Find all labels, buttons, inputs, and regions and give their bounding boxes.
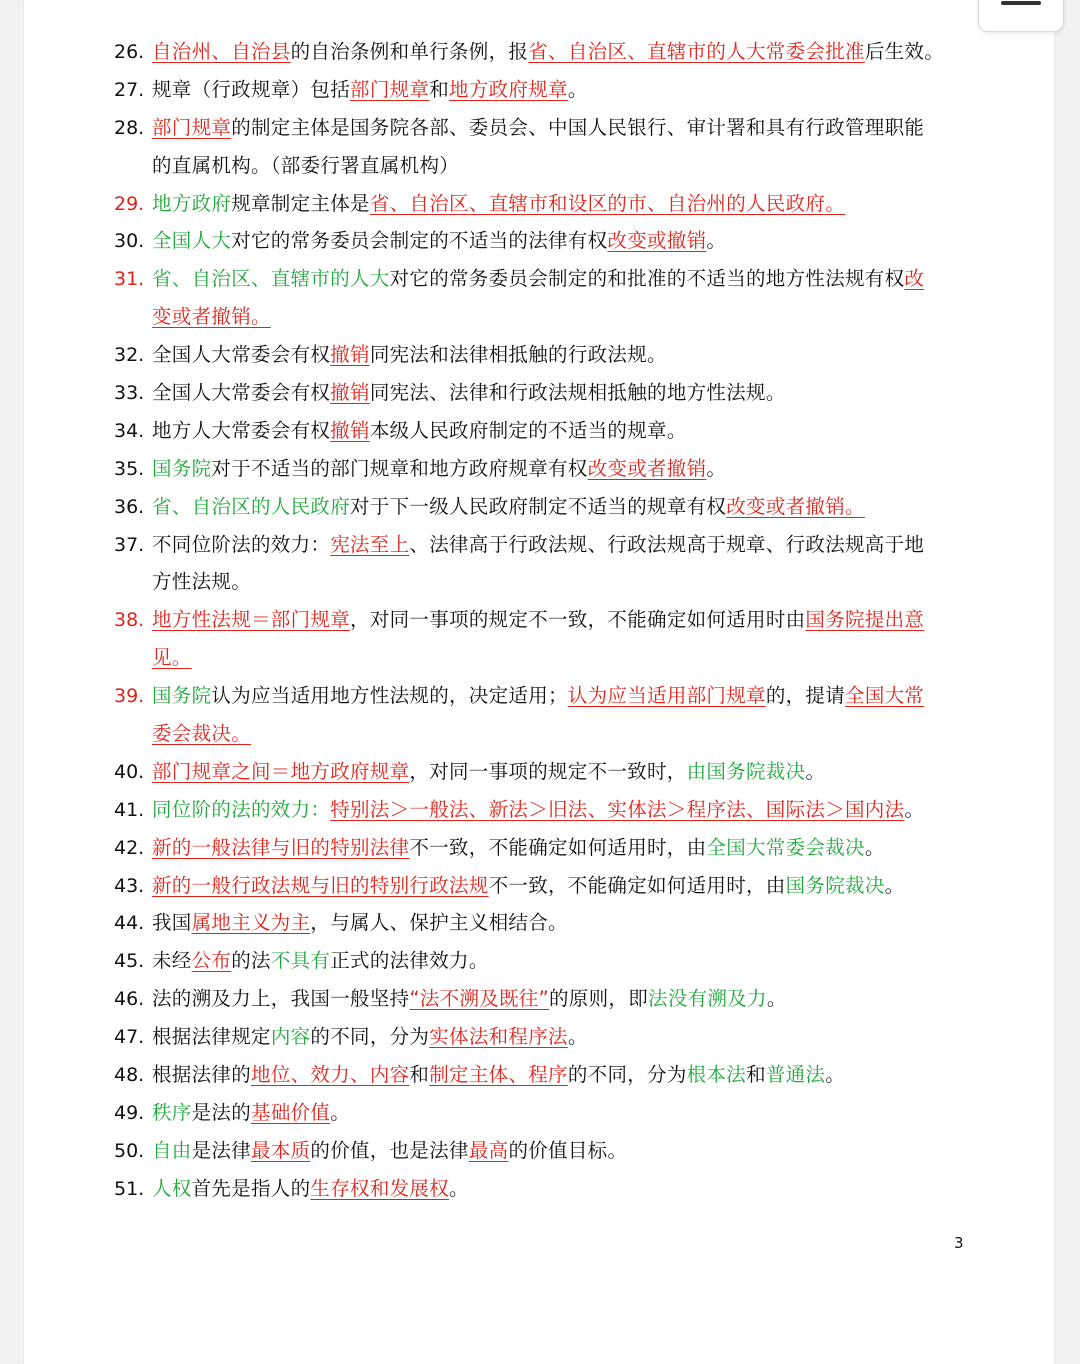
text-segment: ，与属人、保护主义相结合。 xyxy=(310,911,568,935)
highlight-red: 国务院提出意 xyxy=(805,608,925,632)
list-item-line xyxy=(24,71,1054,109)
highlight-green: 国务院 xyxy=(152,684,212,708)
handle-bar-icon xyxy=(1001,1,1041,5)
list-item-line xyxy=(24,298,1054,336)
item-text xyxy=(152,526,924,564)
text-segment: 对于下一级人民政府制定不适当的规章有权 xyxy=(350,494,727,518)
highlight-red: 新的一般法律与旧的特别法律 xyxy=(152,835,410,859)
item-number: 41. xyxy=(114,798,145,821)
item-text xyxy=(152,374,786,412)
item-text xyxy=(152,791,924,829)
list-item-line xyxy=(24,980,1054,1018)
highlight-red: 实体法和程序法 xyxy=(429,1025,568,1049)
highlight-green: 全国大常委会裁决 xyxy=(706,835,865,859)
item-text xyxy=(152,829,885,867)
text-segment: 地方人大常委会有权 xyxy=(152,418,331,442)
highlight-red: 制定主体、程序 xyxy=(429,1063,568,1087)
highlight-green: 不具有 xyxy=(270,949,331,973)
text-segment: 。 xyxy=(766,987,787,1011)
highlight-green: 内容 xyxy=(270,1025,311,1049)
text-segment: 的价值，也是法律 xyxy=(310,1138,469,1162)
text-segment: 和 xyxy=(746,1063,766,1087)
list-item xyxy=(24,222,1054,260)
highlight-red: 撤销 xyxy=(330,343,370,367)
list-item xyxy=(24,829,1054,867)
highlight-green: 全国人大 xyxy=(152,229,232,253)
list-item-line xyxy=(24,147,1054,185)
list-item xyxy=(24,1094,1054,1132)
highlight-red: 生存权和发展权 xyxy=(310,1176,450,1200)
text-segment: 本级人民政府制定的不适当的规章。 xyxy=(369,418,687,442)
numbered-list xyxy=(24,33,1054,1208)
text-segment: 首先是指人的 xyxy=(191,1176,311,1200)
text-segment: 和 xyxy=(409,1063,430,1087)
item-number: 30. xyxy=(114,230,145,253)
text-segment: 正式的法律效力。 xyxy=(330,949,489,973)
list-item xyxy=(24,677,1054,753)
highlight-red: 委会裁决。 xyxy=(152,722,252,746)
text-segment: 法的溯及力上，我国一般坚持 xyxy=(152,987,410,1011)
list-item-line xyxy=(24,33,1054,71)
item-number: 50. xyxy=(114,1139,145,1162)
page-number: 3 xyxy=(954,1234,964,1252)
item-text xyxy=(152,980,787,1018)
list-item-line xyxy=(24,488,1054,526)
highlight-green: 地方政府 xyxy=(152,191,232,215)
highlight-red: 改变或者撤销 xyxy=(587,456,707,480)
item-number: 36. xyxy=(114,495,145,518)
item-number: 33. xyxy=(114,382,145,405)
highlight-green: 普通法 xyxy=(765,1063,826,1087)
text-segment: 、法律高于行政法规、行政法规高于规章、行政法规高于地 xyxy=(409,532,925,556)
list-item xyxy=(24,753,1054,791)
highlight-red: 最高 xyxy=(468,1138,509,1162)
list-item-line xyxy=(24,222,1054,260)
text-segment: ，对同一事项的规定不一致，不能确定如何适用时由 xyxy=(350,608,806,632)
text-segment: 的不同，分为 xyxy=(310,1025,430,1049)
text-segment: 。 xyxy=(864,835,885,859)
item-number: 42. xyxy=(114,836,145,859)
item-text xyxy=(152,71,588,109)
text-segment: 不一致，不能确定如何适用时，由 xyxy=(488,873,786,897)
highlight-red: 认为应当适用部门规章 xyxy=(567,684,766,708)
highlight-green: 自由 xyxy=(152,1138,192,1162)
text-segment: 。 xyxy=(567,77,588,101)
list-item xyxy=(24,488,1054,526)
list-item-line xyxy=(24,109,1054,147)
highlight-red: 全国大常 xyxy=(845,684,925,708)
highlight-red: 改变或者撤销。 xyxy=(726,494,865,518)
item-text xyxy=(152,298,271,336)
text-segment: 。 xyxy=(706,229,727,253)
text-segment: 不一致，不能确定如何适用时，由 xyxy=(409,835,707,859)
highlight-red: 属地主义为主 xyxy=(191,911,311,935)
item-text xyxy=(152,33,944,71)
list-item xyxy=(24,1170,1054,1208)
highlight-red: 部门规章 xyxy=(152,115,232,139)
text-segment: 方性法规。 xyxy=(152,570,252,594)
list-item xyxy=(24,450,1054,488)
text-segment: 的法 xyxy=(231,949,271,973)
item-text xyxy=(152,222,726,260)
list-item-line xyxy=(24,260,1054,298)
list-item xyxy=(24,71,1054,109)
highlight-green: 国务院裁决 xyxy=(785,873,885,897)
drag-handle[interactable] xyxy=(978,0,1064,32)
list-item xyxy=(24,867,1054,905)
item-number: 45. xyxy=(114,950,145,973)
highlight-green: 省、自治区、直辖市的人大 xyxy=(152,267,390,291)
list-item-line xyxy=(24,336,1054,374)
highlight-red: 特别法＞一般法、新法＞旧法、实体法＞程序法、国际法＞国内法 xyxy=(330,797,905,821)
text-segment: 同宪法、法律和行政法规相抵触的地方性法规。 xyxy=(369,381,786,405)
list-item-line xyxy=(24,563,1054,601)
list-item-line xyxy=(24,867,1054,905)
highlight-red: 自治州、自治县 xyxy=(152,40,291,63)
list-item-line xyxy=(24,526,1054,564)
text-segment: 的自治条例和单行条例，报 xyxy=(290,40,529,63)
list-item-line xyxy=(24,904,1054,942)
item-number: 48. xyxy=(114,1064,145,1087)
text-segment: 的价值目标。 xyxy=(508,1138,628,1162)
text-segment: 。 xyxy=(330,1100,351,1124)
text-segment: 。 xyxy=(825,1063,846,1087)
text-segment: 全国人大常委会有权 xyxy=(152,343,331,367)
list-item xyxy=(24,1018,1054,1056)
text-segment: 根据法律的 xyxy=(152,1063,252,1087)
highlight-red: 地位、效力、内容 xyxy=(251,1063,410,1087)
text-segment: 的直属机构。（部委行署直属机构） xyxy=(152,153,460,177)
list-item-line xyxy=(24,1018,1054,1056)
text-segment: 规章（行政规章）包括 xyxy=(152,77,351,101)
list-item xyxy=(24,1132,1054,1170)
text-segment: 的制定主体是国务院各部、委员会、中国人民银行、审计署和具有行政管理职能 xyxy=(231,115,925,139)
highlight-green: 由国务院裁决 xyxy=(686,759,806,783)
highlight-green: 法没有溯及力 xyxy=(648,987,767,1011)
item-number: 44. xyxy=(114,912,145,935)
list-item xyxy=(24,942,1054,980)
list-item xyxy=(24,109,1054,185)
highlight-red: 地方性法规＝部门规章 xyxy=(152,608,351,632)
item-number: 47. xyxy=(114,1026,145,1049)
text-segment: 根据法律规定 xyxy=(152,1025,271,1049)
highlight-red: 变或者撤销。 xyxy=(152,305,271,329)
list-item xyxy=(24,526,1054,602)
item-text xyxy=(152,639,192,677)
item-text xyxy=(152,1056,845,1094)
highlight-red: “法不溯及既往” xyxy=(409,987,550,1011)
item-text xyxy=(152,1018,588,1056)
highlight-red: 撤销 xyxy=(330,381,370,405)
item-number: 40. xyxy=(114,760,145,783)
list-item-line xyxy=(24,753,1054,791)
list-item-line xyxy=(24,412,1054,450)
highlight-red: 撤销 xyxy=(330,418,370,442)
highlight-red: 宪法至上 xyxy=(330,532,410,556)
item-number: 31. xyxy=(114,268,145,291)
text-segment: 全国人大常委会有权 xyxy=(152,381,331,405)
highlight-green: 国务院 xyxy=(152,456,212,480)
text-segment: 。 xyxy=(884,873,905,897)
item-text xyxy=(152,601,924,639)
item-number: 29. xyxy=(114,192,145,215)
highlight-green: 同位阶的法的效力： xyxy=(152,797,331,821)
text-segment: 对于不适当的部门规章和地方政府规章有权 xyxy=(211,456,588,480)
item-number: 46. xyxy=(114,988,145,1011)
text-segment: ，对同一事项的规定不一致时， xyxy=(409,759,687,783)
text-segment: 我国 xyxy=(152,911,192,935)
item-text xyxy=(152,1132,627,1170)
item-number: 49. xyxy=(114,1101,145,1124)
text-segment: 对它的常务委员会制定的不适当的法律有权 xyxy=(231,229,608,253)
list-item-line xyxy=(24,677,1054,715)
text-segment: 的不同，分为 xyxy=(567,1063,687,1087)
text-segment: 同宪法和法律相抵触的行政法规。 xyxy=(369,343,667,367)
highlight-red: 改 xyxy=(904,267,925,291)
list-item-line xyxy=(24,1132,1054,1170)
item-text xyxy=(152,147,459,185)
list-item-line xyxy=(24,715,1054,753)
highlight-green: 根本法 xyxy=(686,1063,747,1087)
list-item xyxy=(24,904,1054,942)
item-number: 39. xyxy=(114,685,145,708)
highlight-red: 新的一般行政法规与旧的特别行政法规 xyxy=(152,873,489,897)
text-segment: 的原则，即 xyxy=(549,987,649,1011)
item-text xyxy=(152,450,726,488)
list-item-line xyxy=(24,601,1054,639)
item-text xyxy=(152,753,825,791)
highlight-red: 基础价值 xyxy=(251,1100,331,1124)
list-item xyxy=(24,33,1054,71)
item-text xyxy=(152,185,845,223)
highlight-red: 省、自治区、直辖市的人大常委会批准 xyxy=(528,40,865,63)
list-item-line xyxy=(24,1094,1054,1132)
list-item-line xyxy=(24,829,1054,867)
item-number: 43. xyxy=(114,874,145,897)
item-text xyxy=(152,563,251,601)
item-text xyxy=(152,109,924,147)
list-item xyxy=(24,260,1054,336)
item-text xyxy=(152,336,667,374)
list-item-line xyxy=(24,639,1054,677)
list-item xyxy=(24,185,1054,223)
document-page xyxy=(24,0,1054,1364)
item-text xyxy=(152,412,687,450)
item-text xyxy=(152,942,489,980)
text-segment: 。 xyxy=(706,456,727,480)
list-item-line xyxy=(24,1056,1054,1094)
highlight-red: 改变或撤销 xyxy=(607,229,707,253)
text-segment: 未经 xyxy=(152,949,192,973)
item-number: 27. xyxy=(114,78,145,101)
highlight-green: 省、自治区的人民政府 xyxy=(152,494,351,518)
item-number: 28. xyxy=(114,116,145,139)
list-item xyxy=(24,1056,1054,1094)
item-text xyxy=(152,715,251,753)
item-number: 35. xyxy=(114,457,145,480)
list-item-line xyxy=(24,450,1054,488)
text-segment: 是法的 xyxy=(191,1100,252,1124)
item-text xyxy=(152,1094,350,1132)
list-item xyxy=(24,791,1054,829)
text-segment: 。 xyxy=(449,1176,469,1200)
item-number: 38. xyxy=(114,609,145,632)
item-text xyxy=(152,904,568,942)
text-segment: 规章制定主体是 xyxy=(231,191,370,215)
item-text xyxy=(152,677,924,715)
text-segment: 是法律 xyxy=(191,1138,252,1162)
list-item xyxy=(24,980,1054,1018)
list-item xyxy=(24,336,1054,374)
list-item-line xyxy=(24,185,1054,223)
list-item xyxy=(24,374,1054,412)
list-item-line xyxy=(24,791,1054,829)
item-text xyxy=(152,1170,469,1208)
highlight-red: 地方政府规章 xyxy=(449,77,568,101)
item-text xyxy=(152,867,904,905)
text-segment: 。 xyxy=(805,759,826,783)
text-segment: 不同位阶法的效力： xyxy=(152,532,331,556)
item-number: 34. xyxy=(114,419,145,442)
text-segment: 。 xyxy=(904,797,925,821)
highlight-red: 省、自治区、直辖市和设区的市、自治州的人民政府。 xyxy=(369,191,846,215)
highlight-red: 见。 xyxy=(152,646,192,670)
highlight-red: 公布 xyxy=(191,949,232,973)
item-number: 51. xyxy=(114,1177,145,1200)
text-segment: 后生效。 xyxy=(864,40,945,63)
highlight-green: 人权 xyxy=(152,1176,192,1200)
highlight-red: 部门规章 xyxy=(350,77,430,101)
highlight-red: 最本质 xyxy=(251,1138,311,1162)
list-item-line xyxy=(24,942,1054,980)
text-segment: 的，提请 xyxy=(765,684,846,708)
highlight-green: 秩序 xyxy=(152,1100,192,1124)
item-text xyxy=(152,488,865,526)
text-segment: 对它的常务委员会制定的和批准的不适当的地方性法规有权 xyxy=(389,267,905,291)
list-item xyxy=(24,412,1054,450)
highlight-red: 部门规章之间＝地方政府规章 xyxy=(152,759,410,783)
text-segment: 。 xyxy=(567,1025,588,1049)
item-text xyxy=(152,260,924,298)
list-item-line xyxy=(24,374,1054,412)
text-segment: 和 xyxy=(429,77,450,101)
list-item-line xyxy=(24,1170,1054,1208)
item-number: 32. xyxy=(114,344,145,367)
list-item xyxy=(24,601,1054,677)
item-number: 37. xyxy=(114,533,145,556)
item-number: 26. xyxy=(114,41,145,63)
text-segment: 认为应当适用地方性法规的，决定适用； xyxy=(211,684,568,708)
